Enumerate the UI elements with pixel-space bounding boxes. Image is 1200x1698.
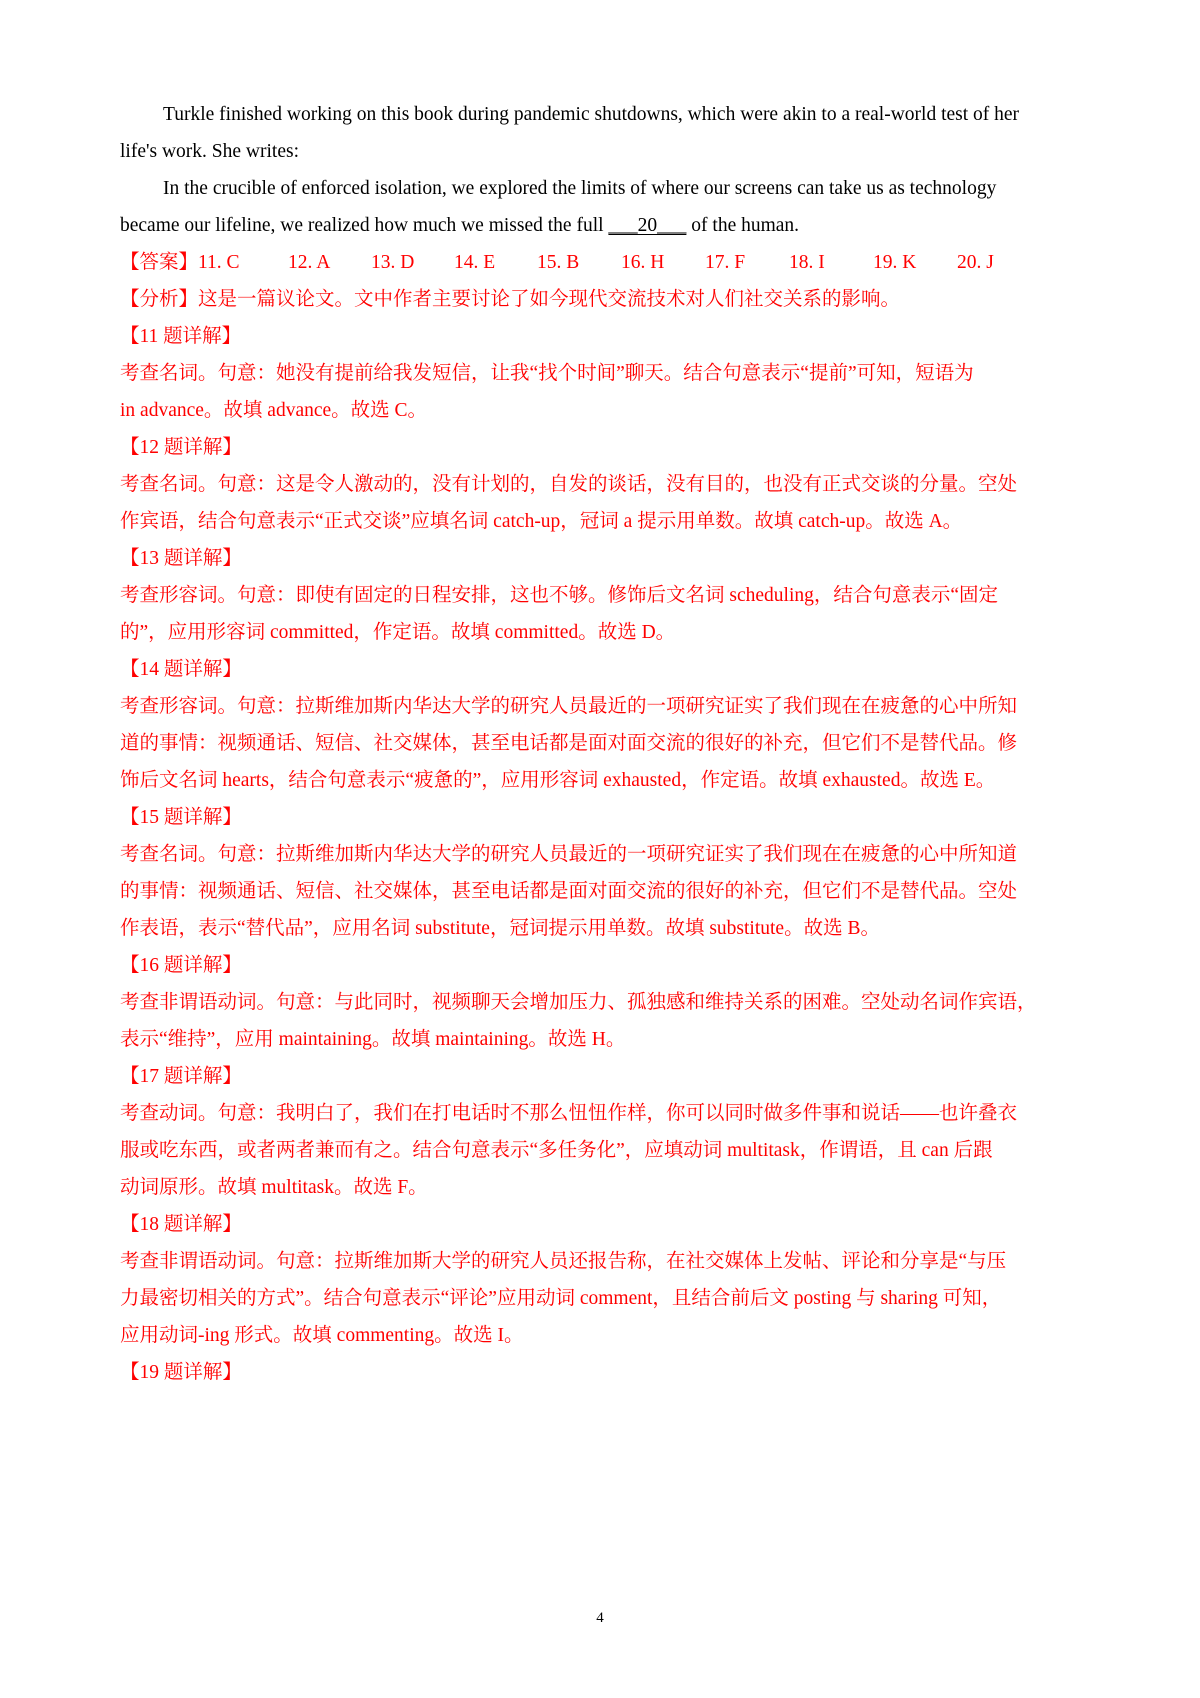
explanation-line: 的事情：视频通话、短信、社交媒体，甚至电话都是面对面交流的很好的补充，但它们不是替代品。空处 <box>120 881 1018 902</box>
explanation-line: 服或吃东西，或者两者兼而有之。结合句意表示“多任务化”，应填动词 multitask，作谓语，且 can 后跟 <box>120 1140 993 1161</box>
page-number: 4 <box>596 1610 604 1626</box>
answer-item: 19. K <box>873 252 917 273</box>
answer-item: 17. F <box>705 252 746 273</box>
explanation-heading: 【12 题详解】 <box>120 437 242 458</box>
passage-line: life's work. She writes: <box>120 141 299 162</box>
passage-paragraph-1 <box>120 96 1100 170</box>
answer-item: 15. B <box>537 252 580 273</box>
explanation-heading: 【16 题详解】 <box>120 955 242 976</box>
explanation-line: 考查形容词。句意：拉斯维加斯内华达大学的研究人员最近的一项研究证实了我们现在在疲惫的心中所知 <box>120 696 1018 717</box>
answer-item: 11. C <box>198 252 240 273</box>
explanation-line: 作表语，表示“替代品”，应用名词 substitute，冠词提示用单数。故填 substitute。故选 B。 <box>120 918 880 939</box>
answer-item: 20. J <box>957 252 994 273</box>
answer-item: 13. D <box>371 252 415 273</box>
explanation-17 <box>120 1058 1100 1206</box>
answer-item: 12. A <box>288 252 331 273</box>
answer-key <box>120 244 1100 281</box>
explanation-line: 应用动词-ing 形式。故填 commenting。故选 I。 <box>120 1325 524 1346</box>
explanation-14 <box>120 651 1100 799</box>
explanation-heading: 【17 题详解】 <box>120 1066 242 1087</box>
explanation-line: 考查名词。句意：拉斯维加斯内华达大学的研究人员最近的一项研究证实了我们现在在疲惫的心中所知道 <box>120 844 1018 865</box>
explanation-line: 道的事情：视频通话、短信、社交媒体，甚至电话都是面对面交流的很好的补充，但它们不是替代品。修 <box>120 733 1018 754</box>
analysis-line: 【分析】这是一篇议论文。文中作者主要讨论了如今现代交流技术对人们社交关系的影响。 <box>120 289 901 310</box>
explanation-line: 力最密切相关的方式”。结合句意表示“评论”应用动词 comment，且结合前后文 posting 与 sharing 可知， <box>120 1288 1002 1309</box>
explanation-11 <box>120 318 1100 429</box>
explanation-heading: 【11 题详解】 <box>120 326 242 347</box>
explanation-line: 表示“维持”，应用 maintaining。故填 maintaining。故选 H。 <box>120 1029 626 1050</box>
explanation-line: 动词原形。故填 multitask。故选 F。 <box>120 1177 428 1198</box>
explanation-line: 考查形容词。句意：即使有固定的日程安排，这也不够。修饰后文名词 scheduling，结合句意表示“固定 <box>120 585 999 606</box>
explanation-heading: 【14 题详解】 <box>120 659 242 680</box>
passage-line: Turkle finished working on this book during pandemic shutdowns, which were akin to a real-world test of her <box>163 104 1020 125</box>
explanation-line: 考查非谓语动词。句意：与此同时，视频聊天会增加压力、孤独感和维持关系的困难。空处动名词作宾语， <box>120 992 1037 1013</box>
passage-text: of the human. <box>686 215 800 236</box>
passage-line <box>120 207 1100 244</box>
explanation-heading: 【15 题详解】 <box>120 807 242 828</box>
passage-paragraph-2 <box>120 170 1100 244</box>
passage-line: In the crucible of enforced isolation, we explored the limits of where our screens can take us as technology <box>163 178 997 199</box>
answer-label: 【答案】 <box>120 252 199 273</box>
answer-item: 18. I <box>789 252 825 273</box>
explanation-line: 考查名词。句意：这是令人激动的，没有计划的，自发的谈话，没有目的，也没有正式交谈的分量。空处 <box>120 474 1018 495</box>
explanation-13 <box>120 540 1100 651</box>
explanation-line: 作宾语，结合句意表示“正式交谈”应填名词 catch-up，冠词 a 提示用单数。故填 catch-up。故选 A。 <box>120 511 963 532</box>
explanation-line: 考查动词。句意：我明白了，我们在打电话时不那么忸忸作样，你可以同时做多件事和说话——也许叠衣 <box>120 1103 1018 1124</box>
explanation-heading: 【18 题详解】 <box>120 1214 242 1235</box>
answer-item: 16. H <box>621 252 665 273</box>
explanation-line: in advance。故填 advance。故选 C。 <box>120 400 428 421</box>
answer-item: 14. E <box>454 252 496 273</box>
passage-text: became our lifeline, we realized how much we missed the full <box>120 215 609 236</box>
explanation-16 <box>120 947 1100 1058</box>
explanation-19 <box>120 1354 1100 1391</box>
explanation-line: 的”，应用形容词 committed，作定语。故填 committed。故选 D。 <box>120 622 676 643</box>
explanation-line: 考查非谓语动词。句意：拉斯维加斯大学的研究人员还报告称，在社交媒体上发帖、评论和分享是“与压 <box>120 1251 1007 1272</box>
explanation-12 <box>120 429 1100 540</box>
explanation-18 <box>120 1206 1100 1354</box>
explanation-15 <box>120 799 1100 947</box>
explanation-line: 考查名词。句意：她没有提前给我发短信，让我“找个时间”聊天。结合句意表示“提前”可知，短语为 <box>120 363 974 384</box>
explanation-line: 饰后文名词 hearts，结合句意表示“疲惫的”，应用形容词 exhausted，作定语。故填 exhausted。故选 E。 <box>120 770 996 791</box>
explanation-heading: 【13 题详解】 <box>120 548 242 569</box>
blank-20: ___20___ <box>608 215 687 236</box>
page-content <box>120 96 1100 1391</box>
explanation-heading: 【19 题详解】 <box>120 1362 242 1383</box>
